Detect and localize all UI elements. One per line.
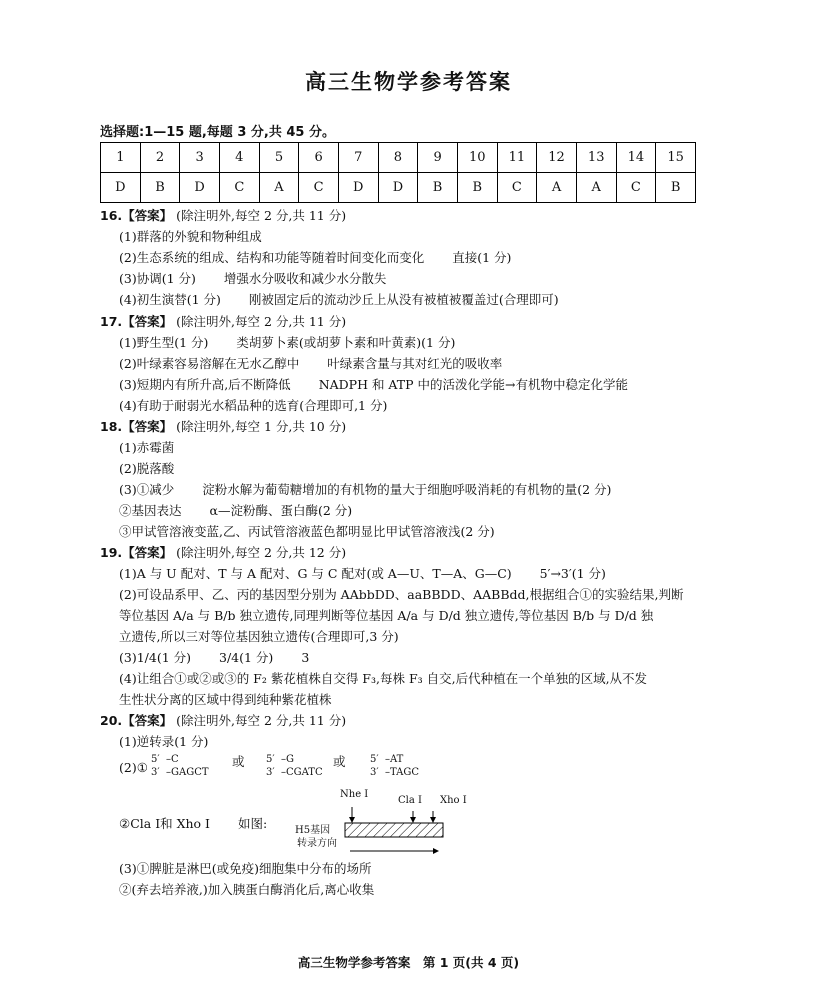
q17-line-2: [119, 355, 502, 373]
q19-header: [100, 544, 346, 562]
q17-line-2b: 叶绿素含量与其对红光的吸收率: [327, 356, 503, 371]
q18-line-1: (1)赤霉菌: [119, 440, 175, 455]
q20-line-3: [119, 815, 267, 833]
q19-line-5a: (3)1/4(1 分): [119, 650, 192, 665]
q18-number: 18.: [100, 419, 123, 434]
q19-line-3: 等位基因 A/a 与 B/b 独立遗传,同理判断等位基因 A/a 与 D/d 独立遗传,等位基因 B/b 与 D/d 独: [119, 608, 654, 623]
answer-cell: A: [259, 173, 299, 203]
question-number-cell: 7: [338, 143, 378, 173]
q19-answer-tag: 【答案】: [122, 545, 173, 560]
q17-note: (除注明外,每空 2 分,共 11 分): [176, 314, 347, 329]
q19-line-2: (2)可设品系甲、乙、丙的基因型分别为 AAbbDD、aaBBDD、AABBdd,根据组合①的实验结果,判断: [119, 587, 684, 602]
answer-cell: D: [378, 173, 418, 203]
q17-answer-tag: 【答案】: [122, 314, 173, 329]
q16-line-3: [119, 270, 386, 288]
sticky-end-b-top: 5′ –G: [266, 754, 294, 765]
question-number-cell: 15: [656, 143, 696, 173]
question-number-cell: 14: [616, 143, 656, 173]
q19-note: (除注明外,每空 2 分,共 12 分): [176, 545, 347, 560]
q17-line-1b: 类胡萝卜素(或胡萝卜素和叶黄素)(1 分): [236, 335, 456, 350]
question-number-row: [101, 143, 696, 173]
q19-line-6: (4)让组合①或②或③的 F₂ 紫花植株自交得 F₃,每株 F₃ 自交,后代种植在一个单独的区域,从不发: [119, 671, 648, 686]
q17-line-1: [119, 334, 455, 352]
question-number-cell: 4: [219, 143, 259, 173]
q19-line-1: [119, 565, 606, 583]
sticky-end-c-bottom: 3′ –TAGC: [370, 767, 419, 778]
question-number-cell: 8: [378, 143, 418, 173]
question-number-cell: 6: [299, 143, 339, 173]
answer-cell: B: [140, 173, 180, 203]
question-number-cell: 12: [537, 143, 577, 173]
answer-cell: B: [656, 173, 696, 203]
q18-line-5: ③甲试管溶液变蓝,乙、丙试管溶液蓝色都明显比甲试管溶液浅(2 分): [119, 524, 495, 539]
q20-note: (除注明外,每空 2 分,共 11 分): [176, 713, 347, 728]
q20-answer-tag: 【答案】: [122, 713, 173, 728]
q16-header: [100, 207, 346, 225]
cla-label: Cla I: [398, 795, 422, 806]
answer-cell: D: [338, 173, 378, 203]
answer-cell: D: [180, 173, 220, 203]
q16-line-2a: (2)生态系统的组成、结构和功能等随着时间变化而变化: [119, 250, 425, 265]
q20-line-3b: 如图:: [238, 816, 268, 831]
q16-line-1: (1)群落的外貌和物种组成: [119, 229, 262, 244]
sticky-end-a-bottom: 3′ –GAGCT: [151, 767, 209, 778]
q18-line-4b: α—淀粉酶、蛋白酶(2 分): [209, 503, 353, 518]
question-number-cell: 9: [418, 143, 458, 173]
q20-line-4: (3)①脾脏是淋巴(或免疫)细胞集中分布的场所: [119, 861, 372, 876]
multiple-choice-intro: 选择题:1—15 题,每题 3 分,共 45 分。: [100, 125, 335, 140]
q18-line-3b: 淀粉水解为葡萄糖增加的有机物的量大于细胞呼吸消耗的有机物的量(2 分): [202, 482, 612, 497]
q20-number: 20.: [100, 713, 123, 728]
q18-line-3: [119, 481, 611, 499]
q17-line-4: (4)有助于耐弱光水稻品种的选育(合理即可,1 分): [119, 398, 388, 413]
question-number-cell: 2: [140, 143, 180, 173]
q17-line-3b: NADPH 和 ATP 中的活泼化学能→有机物中稳定化学能: [318, 377, 628, 392]
or-text-1: 或: [232, 754, 245, 769]
question-number-cell: 1: [101, 143, 141, 173]
q18-line-4a: ②基因表达: [119, 503, 182, 518]
answer-cell: A: [576, 173, 616, 203]
question-number-cell: 13: [576, 143, 616, 173]
question-number-cell: 10: [457, 143, 497, 173]
q17-line-3: [119, 376, 628, 394]
q16-line-3a: (3)协调(1 分): [119, 271, 196, 286]
q19-line-4: 立遗传,所以三对等位基因独立遗传(合理即可,3 分): [119, 629, 399, 644]
q20-line-2-label: (2)①: [119, 760, 148, 775]
restriction-map-diagram: [330, 795, 460, 855]
question-number-cell: 11: [497, 143, 537, 173]
q16-line-4: [119, 291, 559, 309]
q16-note: (除注明外,每空 2 分,共 11 分): [176, 208, 347, 223]
h5-gene-label: H5基因: [295, 825, 331, 836]
answer-cell: A: [537, 173, 577, 203]
q16-line-3b: 增强水分吸收和减少水分散失: [223, 271, 387, 286]
q17-line-1a: (1)野生型(1 分): [119, 335, 209, 350]
answer-cell: C: [299, 173, 339, 203]
q16-number: 16.: [100, 208, 123, 223]
nhe-label: Nhe I: [340, 789, 369, 800]
answer-cell: B: [418, 173, 458, 203]
q19-line-1a: (1)A 与 U 配对、T 与 A 配对、G 与 C 配对(或 A—U、T—A、G—C): [119, 566, 512, 581]
q18-line-3a: (3)①减少: [119, 482, 175, 497]
q20-line-3a: ②Cla Ⅰ和 Xho Ⅰ: [119, 816, 210, 831]
q18-line-4: [119, 502, 352, 520]
q19-line-1b: 5′→3′(1 分): [539, 566, 606, 581]
sticky-end-b-bottom: 3′ –CGATC: [266, 767, 323, 778]
q19-number: 19.: [100, 545, 123, 560]
q18-header: [100, 418, 346, 436]
q16-line-4b: 刚被固定后的流动沙丘上从没有被植被覆盖过(合理即可): [248, 292, 559, 307]
q17-number: 17.: [100, 314, 123, 329]
xho-label: Xho I: [440, 795, 467, 806]
q20-header: [100, 712, 346, 730]
q16-line-2: [119, 249, 511, 267]
answer-cell: C: [497, 173, 537, 203]
q18-line-2: (2)脱落酸: [119, 461, 175, 476]
q16-line-4a: (4)初生演替(1 分): [119, 292, 221, 307]
sticky-end-a-top: 5′ –C: [151, 754, 179, 765]
q16-line-2b: 直接(1 分): [452, 250, 512, 265]
q17-line-3a: (3)短期内有所升高,后不断降低: [119, 377, 291, 392]
q20-line-5: ②(弃去培养液,)加入胰蛋白酶消化后,离心收集: [119, 882, 375, 897]
sticky-end-c-top: 5′ –AT: [370, 754, 404, 765]
page-footer: 高三生物学参考答案 第 1 页(共 4 页): [297, 955, 520, 970]
q19-line-5b: 3/4(1 分): [219, 650, 274, 665]
answer-table: [100, 142, 696, 203]
q19-line-7: 生性状分离的区域中得到纯种紫花植株: [119, 692, 332, 707]
transcription-direction-label: 转录方向: [297, 838, 337, 849]
h5-gene-box: [345, 823, 443, 837]
q17-line-2a: (2)叶绿素容易溶解在无水乙醇中: [119, 356, 300, 371]
q16-answer-tag: 【答案】: [122, 208, 173, 223]
q18-note: (除注明外,每空 1 分,共 10 分): [176, 419, 347, 434]
q19-line-5: [119, 649, 309, 667]
q19-line-5c: 3: [301, 650, 310, 665]
q20-line-1: (1)逆转录(1 分): [119, 734, 209, 749]
answer-cell: C: [616, 173, 656, 203]
answer-cell: B: [457, 173, 497, 203]
question-number-cell: 5: [259, 143, 299, 173]
answer-row: [101, 173, 696, 203]
answer-cell: C: [219, 173, 259, 203]
or-text-2: 或: [333, 754, 346, 769]
question-number-cell: 3: [180, 143, 220, 173]
q18-answer-tag: 【答案】: [122, 419, 173, 434]
answer-cell: D: [101, 173, 141, 203]
page-title: 高三生物学参考答案: [305, 70, 512, 94]
q17-header: [100, 313, 346, 331]
